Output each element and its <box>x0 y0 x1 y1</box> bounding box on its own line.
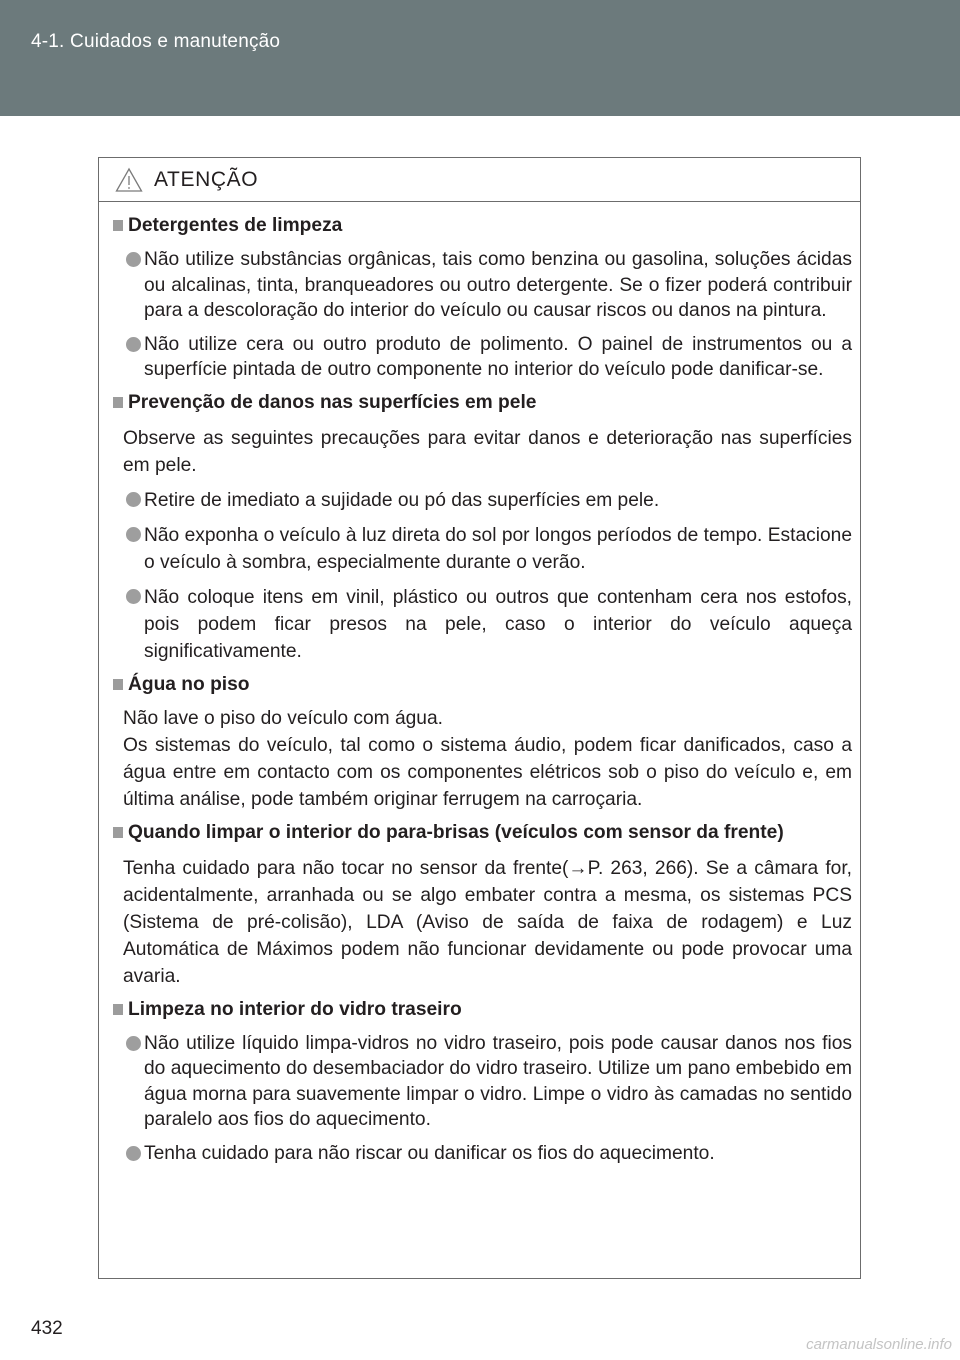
list-item: Não exponha o veículo à luz direta do sol por longos períodos de tempo. Estacione o veículo à sombra, especialmente durante o verão. <box>123 522 852 576</box>
page-number: 432 <box>31 1318 63 1339</box>
warning-triangle-icon <box>115 167 143 193</box>
circle-bullet-icon <box>126 492 141 507</box>
list-item: Não utilize líquido limpa-vidros no vidro traseiro, pois pode causar danos nos fios do aquecimento do desembaciador do vidro traseiro. Utilize um pano embebido em água morna para suavemente limpar o vidro. Limpe o vidro às camadas no sentido paralelo aos fios do aquecimento. <box>123 1031 852 1133</box>
circle-bullet-icon <box>126 527 141 542</box>
header-bar <box>0 0 960 116</box>
section-title: 4-1. Cuidados e manutenção <box>31 31 281 52</box>
section-heading: Quando limpar o interior do para-brisas (veículos com sensor da frente) <box>111 819 852 846</box>
watermark: carmanualsonline.info <box>806 1336 952 1353</box>
section-heading: Água no piso <box>111 671 852 698</box>
circle-bullet-icon <box>126 252 141 267</box>
section-heading: Detergentes de limpeza <box>111 212 852 239</box>
paragraph: Não lave o piso do veículo com água. Os sistemas do veículo, tal como o sistema áudio, podem ficar danificados, caso a água entre em contacto com os componentes elétricos sob o piso do veículo e, em última análise, pode também originar ferrugem na carroçaria. <box>123 707 852 810</box>
circle-bullet-icon <box>126 1146 141 1161</box>
circle-bullet-icon <box>126 1036 141 1051</box>
warning-title: ATENÇÃO <box>154 167 259 191</box>
paragraph: Observe as seguintes precauções para evitar danos e deterioração nas superfícies em pele. <box>123 427 852 476</box>
circle-bullet-icon <box>126 589 141 604</box>
warning-title-bar <box>99 158 860 202</box>
list-item: Tenha cuidado para não riscar ou danificar os fios do aquecimento. <box>123 1141 852 1167</box>
square-bullet-icon <box>113 1004 123 1015</box>
list-item: Não coloque itens em vinil, plástico ou outros que contenham cera nos estofos, pois podem ficar presos na pele, caso o interior do veículo aqueça significativamente. <box>123 584 852 665</box>
list-item: Retire de imediato a sujidade ou pó das superfícies em pele. <box>123 487 852 514</box>
list-item: Não utilize cera ou outro produto de polimento. O painel de instrumentos ou a superfície pintada de outro componente no interior do veículo pode danificar-se. <box>123 332 852 383</box>
list-item: Não utilize substâncias orgânicas, tais como benzina ou gasolina, soluções ácidas ou alcalinas, tinta, branqueadores ou outro detergente. Se o fizer poderá contribuir para a descoloração do interior do veículo ou causar riscos ou danos na pintura. <box>123 247 852 324</box>
section-heading: Prevenção de danos nas superfícies em pele <box>111 389 852 416</box>
square-bullet-icon <box>113 397 123 408</box>
square-bullet-icon <box>113 220 123 231</box>
warning-box <box>98 157 861 1279</box>
warning-content <box>99 202 860 1166</box>
section-heading: Limpeza no interior do vidro traseiro <box>111 996 852 1023</box>
circle-bullet-icon <box>126 337 141 352</box>
square-bullet-icon <box>113 679 123 690</box>
paragraph: Tenha cuidado para não tocar no sensor da frente(→P. 263, 266). Se a câmara for, acidentalmente, arranhada ou se algo embater contra a mesma, os sistemas PCS (Sistema de pré-colisão), LDA (Aviso de saída de faixa de rodagem) e Luz Automática de Máximos podem não funcionar devidamente ou pode provocar uma avaria. <box>123 857 852 987</box>
square-bullet-icon <box>113 827 123 838</box>
